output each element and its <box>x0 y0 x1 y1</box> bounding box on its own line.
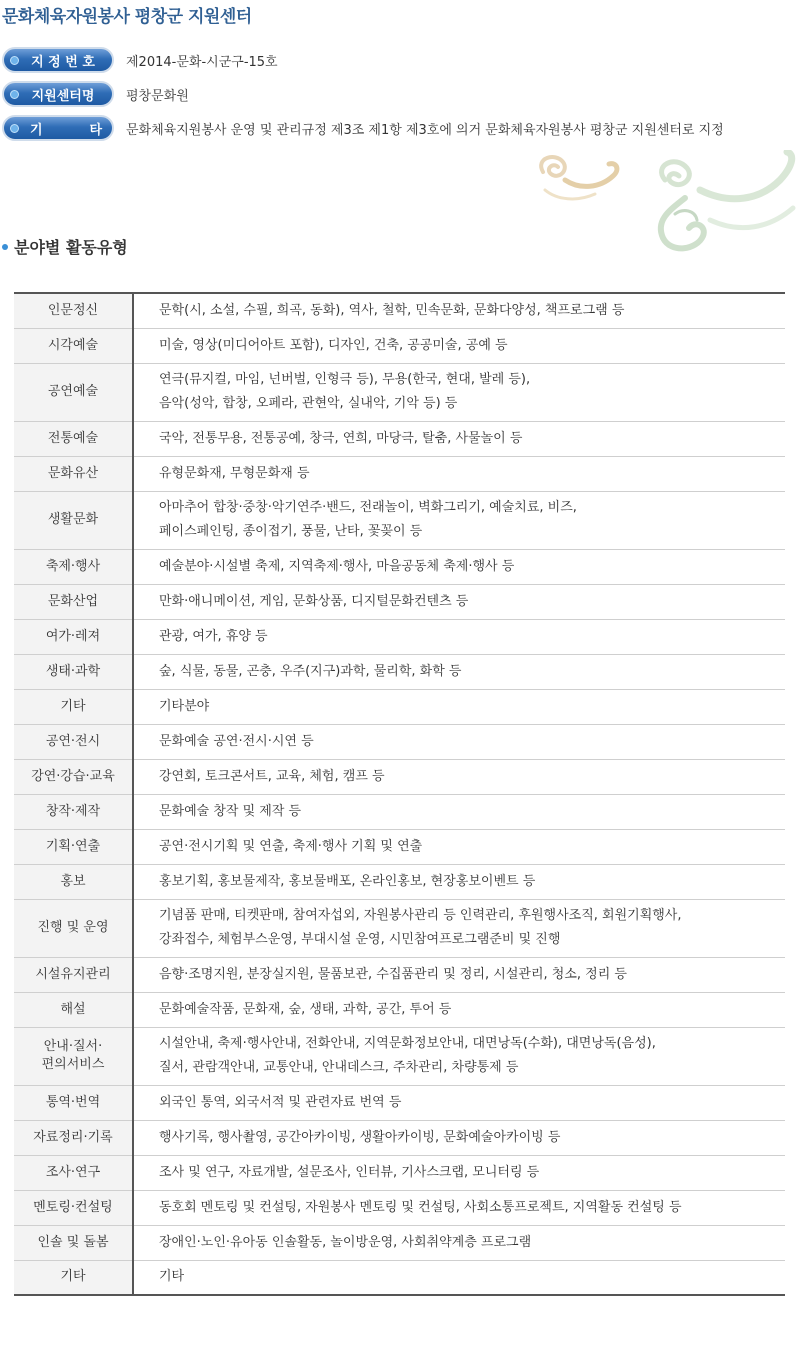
category-cell: 공연예술 <box>14 363 133 421</box>
designation-number-value: 제2014-문화-시군구-15호 <box>126 54 278 70</box>
description-line: 강좌접수, 체험부스운영, 부대시설 운영, 시민참여프로그램준비 및 진행 <box>159 932 561 947</box>
category-cell: 기타 <box>14 689 133 724</box>
label-text: 지 정 번 호 <box>31 54 95 70</box>
table-row <box>14 549 785 584</box>
table-row <box>14 293 785 328</box>
description-line: 질서, 관람객안내, 교통안내, 안내데스크, 주차관리, 차량통제 등 <box>159 1060 519 1075</box>
description-line: 연극(뮤지컬, 마임, 넌버벌, 인형극 등), 무용(한국, 현대, 발레 등), <box>159 372 531 387</box>
description-line: 동호회 멘토링 및 컨설팅, 자원봉사 멘토링 및 컨설팅, 사회소통프로젝트, 지역활동 컨설팅 등 <box>159 1199 682 1215</box>
bullet-dot-icon <box>10 90 19 99</box>
category-line: 안내·질서· <box>43 1039 103 1054</box>
table-row <box>14 829 785 864</box>
other-value: 문화체육지원봉사 운영 및 관리규정 제3조 제1항 제3호에 의거 문화체육자원봉사 평창군 지원센터로 지정 <box>126 122 724 138</box>
description-line: 미술, 영상(미디어아트 포함), 디자인, 건축, 공공미술, 공예 등 <box>159 337 508 353</box>
activity-type-table <box>14 292 785 1296</box>
activity-table-body <box>14 293 785 1295</box>
table-row <box>14 899 785 957</box>
description-cell <box>133 293 785 328</box>
description-cell <box>133 1225 785 1260</box>
description-cell <box>133 1260 785 1295</box>
label-badge <box>2 81 114 107</box>
description-line: 페이스페인팅, 종이접기, 풍물, 난타, 꽃꽂이 등 <box>159 524 423 539</box>
description-line: 문학(시, 소설, 수필, 희곡, 동화), 역사, 철학, 민속문화, 문화다양성, 책프로그램 등 <box>159 302 625 318</box>
description-line: 장애인·노인·유아동 인솔활동, 놀이방운영, 사회취약계층 프로그램 <box>159 1234 532 1250</box>
label-text: 지원센터명 <box>31 88 95 104</box>
table-row <box>14 421 785 456</box>
table-row <box>14 992 785 1027</box>
table-row <box>14 1260 785 1295</box>
table-row <box>14 654 785 689</box>
category-cell: 통역·번역 <box>14 1085 133 1120</box>
category-cell: 생활문화 <box>14 491 133 549</box>
description-cell <box>133 619 785 654</box>
category-cell: 인문정신 <box>14 293 133 328</box>
table-row <box>14 1027 785 1085</box>
bullet-icon <box>2 244 8 250</box>
table-row <box>14 584 785 619</box>
description-line: 만화·애니메이션, 게임, 문화상품, 디지털문화컨텐츠 등 <box>159 593 469 609</box>
description-line: 강연회, 토크콘서트, 교육, 체험, 캠프 등 <box>159 768 385 784</box>
description-line: 문화예술 창작 및 제작 등 <box>159 803 302 819</box>
bullet-dot-icon <box>10 56 19 65</box>
description-line: 시설안내, 축제·행사안내, 전화안내, 지역문화정보안내, 대면낭독(수화), 대면낭독(음성), <box>159 1036 656 1051</box>
category-cell: 홍보 <box>14 864 133 899</box>
category-cell: 진행 및 운영 <box>14 899 133 957</box>
label-text-left: 기 <box>30 122 43 138</box>
section-title-text: 분야별 활동유형 <box>14 238 128 257</box>
table-row <box>14 619 785 654</box>
table-row <box>14 1190 785 1225</box>
description-line: 예술분야·시설별 축제, 지역축제·행사, 마을공동체 축제·행사 등 <box>159 558 515 574</box>
label-text-right: 타 <box>89 122 102 138</box>
description-cell <box>133 759 785 794</box>
category-cell: 전통예술 <box>14 421 133 456</box>
description-cell <box>133 957 785 992</box>
description-cell <box>133 654 785 689</box>
bullet-dot-icon <box>10 124 19 133</box>
category-cell: 해설 <box>14 992 133 1027</box>
description-line: 국악, 전통무용, 전통공예, 창극, 연희, 마당극, 탈춤, 사물놀이 등 <box>159 430 523 446</box>
description-cell <box>133 992 785 1027</box>
description-line: 음악(성악, 합창, 오페라, 관현악, 실내악, 기악 등) 등 <box>159 396 458 411</box>
description-cell <box>133 1120 785 1155</box>
section-title <box>2 235 128 258</box>
description-line: 문화예술작품, 문화재, 숲, 생태, 과학, 공간, 투어 등 <box>159 1001 452 1017</box>
description-cell <box>133 794 785 829</box>
description-line: 유형문화재, 무형문화재 등 <box>159 465 310 481</box>
category-cell: 생태·과학 <box>14 654 133 689</box>
label-badge <box>2 47 114 73</box>
description-cell <box>133 829 785 864</box>
category-line: 편의서비스 <box>41 1057 105 1072</box>
category-cell: 공연·전시 <box>14 724 133 759</box>
table-row <box>14 689 785 724</box>
description-cell <box>133 1155 785 1190</box>
table-row <box>14 1120 785 1155</box>
description-line: 아마추어 합창·중창·악기연주·밴드, 전래놀이, 벽화그리기, 예술치료, 비즈, <box>159 500 577 515</box>
category-cell: 여가·레져 <box>14 619 133 654</box>
description-cell <box>133 421 785 456</box>
info-row-center-name <box>2 80 792 108</box>
description-cell <box>133 1027 785 1085</box>
description-cell <box>133 899 785 957</box>
center-name-value: 평창문화원 <box>126 88 189 104</box>
description-cell <box>133 1085 785 1120</box>
table-row <box>14 864 785 899</box>
description-line: 기타 <box>159 1269 185 1285</box>
description-cell <box>133 864 785 899</box>
description-line: 기타분야 <box>159 698 210 714</box>
description-cell <box>133 1190 785 1225</box>
category-cell: 멘토링·컨설팅 <box>14 1190 133 1225</box>
category-cell: 문화산업 <box>14 584 133 619</box>
description-line: 조사 및 연구, 자료개발, 설문조사, 인터뷰, 기사스크랩, 모니터링 등 <box>159 1164 540 1180</box>
description-cell <box>133 328 785 363</box>
category-cell: 시설유지관리 <box>14 957 133 992</box>
cloud-ornament-icon <box>525 150 800 260</box>
description-cell <box>133 456 785 491</box>
table-row <box>14 724 785 759</box>
category-cell: 창작·제작 <box>14 794 133 829</box>
description-line: 공연·전시기획 및 연출, 축제·행사 기획 및 연출 <box>159 838 423 854</box>
label-badge <box>2 115 114 141</box>
info-row-designation-number <box>2 46 792 74</box>
category-cell: 기타 <box>14 1260 133 1295</box>
category-cell: 강연·강습·교육 <box>14 759 133 794</box>
category-cell: 기획·연출 <box>14 829 133 864</box>
description-line: 홍보기획, 홍보물제작, 홍보물배포, 온라인홍보, 현장홍보이벤트 등 <box>159 873 536 889</box>
table-row <box>14 1155 785 1190</box>
table-row <box>14 456 785 491</box>
category-cell: 문화유산 <box>14 456 133 491</box>
description-line: 관광, 여가, 휴양 등 <box>159 628 268 644</box>
category-cell: 인솔 및 돌봄 <box>14 1225 133 1260</box>
table-row <box>14 759 785 794</box>
description-line: 행사기록, 행사촬영, 공간아카이빙, 생활아카이빙, 문화예술아카이빙 등 <box>159 1129 561 1145</box>
description-cell <box>133 363 785 421</box>
category-cell: 시각예술 <box>14 328 133 363</box>
description-cell <box>133 689 785 724</box>
category-cell: 축제·행사 <box>14 549 133 584</box>
category-cell <box>14 1027 133 1085</box>
description-line: 문화예술 공연·전시·시연 등 <box>159 733 314 749</box>
table-row <box>14 957 785 992</box>
description-cell <box>133 724 785 759</box>
description-line: 숲, 식물, 동물, 곤충, 우주(지구)과학, 물리학, 화학 등 <box>159 663 462 679</box>
table-row <box>14 328 785 363</box>
description-cell <box>133 491 785 549</box>
table-row <box>14 363 785 421</box>
description-cell <box>133 549 785 584</box>
designation-info <box>2 46 792 148</box>
category-cell: 자료정리·기록 <box>14 1120 133 1155</box>
table-row <box>14 491 785 549</box>
page-title: 문화체육자원봉사 평창군 지원센터 <box>2 7 252 27</box>
description-line: 기념품 판매, 티켓판매, 참여자섭외, 자원봉사관리 등 인력관리, 후원행사조직, 회원기획행사, <box>159 908 682 923</box>
category-cell: 조사·연구 <box>14 1155 133 1190</box>
table-row <box>14 1085 785 1120</box>
table-row <box>14 794 785 829</box>
info-row-other <box>2 114 792 142</box>
description-cell <box>133 584 785 619</box>
description-line: 음향·조명지원, 분장실지원, 물품보관, 수집품관리 및 정리, 시설관리, 청소, 정리 등 <box>159 966 627 982</box>
table-row <box>14 1225 785 1260</box>
description-line: 외국인 통역, 외국서적 및 관련자료 번역 등 <box>159 1094 402 1110</box>
